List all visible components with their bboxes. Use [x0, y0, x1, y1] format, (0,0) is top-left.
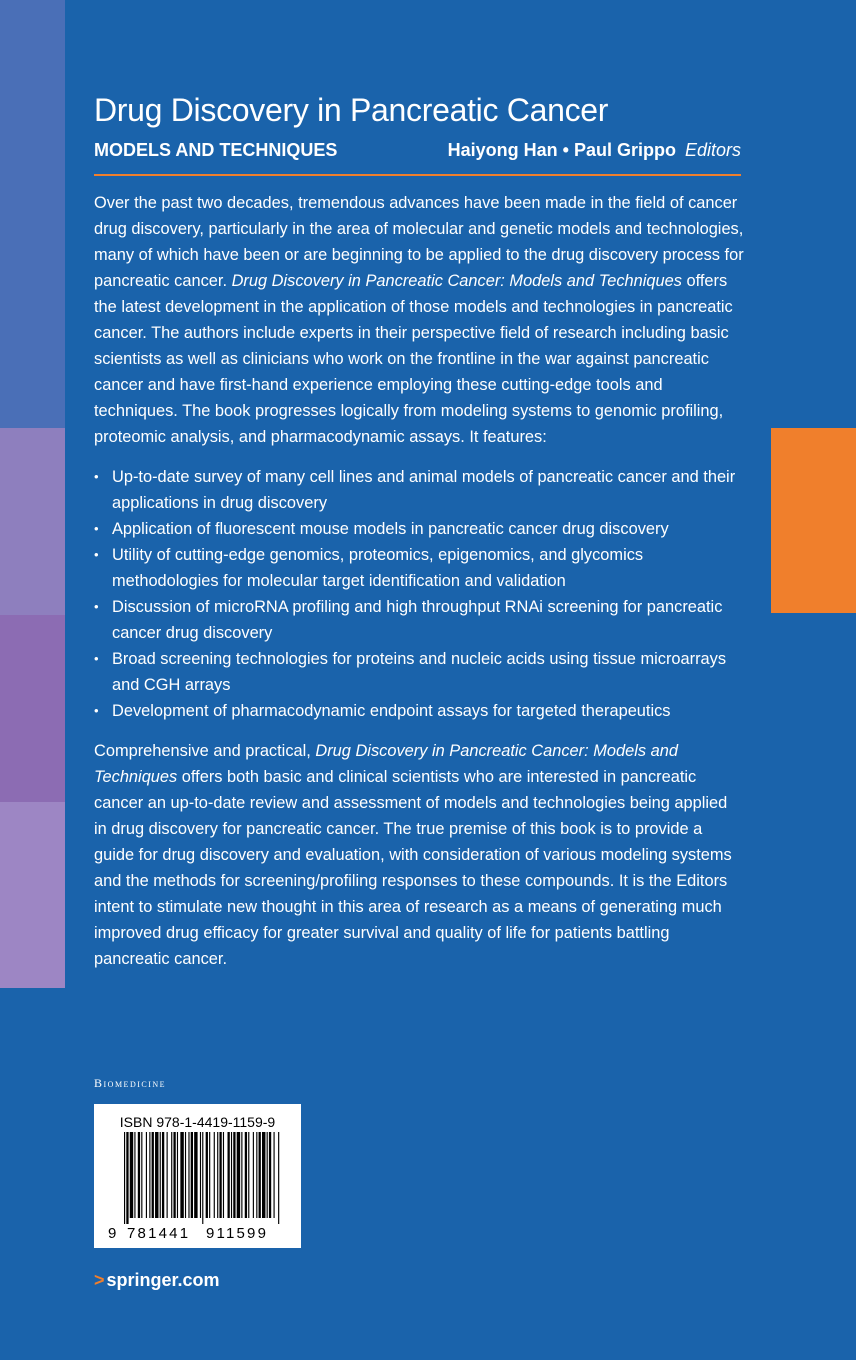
editor-name-1: Haiyong Han	[447, 140, 558, 160]
publisher-website-link[interactable]	[94, 1268, 220, 1292]
feature-item: • Development of pharmacodynamic endpoint assays for targeted therapeutics	[94, 698, 744, 724]
orange-accent-tab	[771, 428, 856, 613]
strip-segment-lilac	[0, 802, 65, 988]
summary-text-1: Comprehensive and practical,	[94, 742, 316, 760]
book-title: Drug Discovery in Pancreatic Cancer	[94, 92, 609, 128]
feature-item: • Discussion of microRNA profiling and high throughput RNAi screening for pancreatic cancer drug discovery	[94, 594, 744, 646]
feature-item: • Utility of cutting-edge genomics, proteomics, epigenomics, and glycomics methodologies for molecular target identification and validation	[94, 542, 744, 594]
editor-separator: •	[562, 140, 569, 160]
strip-segment-purple	[0, 615, 65, 802]
intro-book-title: Drug Discovery in Pancreatic Cancer: Models and Techniques	[231, 272, 682, 290]
intro-text-2: offers the latest development in the application of those models and technologies in pancreatic cancer. The authors include experts in their perspective field of research including basic scientists as well as clinicians who work on the frontline in the war against pancreatic cancer and have first-hand experience employing these cutting-edge tools and techniques. The book progresses logically from modeling systems to genomic profiling, proteomic analysis, and pharmacodynamic assays. It features:	[94, 272, 733, 446]
barcode-right-digits: 911599	[206, 1225, 269, 1242]
strip-segment-lavender	[0, 428, 65, 615]
barcode-bars	[124, 1132, 280, 1224]
intro-text-1: Over the past two decades, tremendous advances have been made in the field of cancer drug discovery, particularly in the area of molecular and genetic models and technologies, many of which have been or are beginning to be applied to the drug discovery process for pancreatic cancer.	[94, 194, 744, 290]
back-cover-description	[94, 190, 744, 986]
editors-role: Editors	[684, 140, 741, 160]
editors-line	[448, 138, 741, 162]
barcode-lead-digit: 9	[108, 1225, 117, 1242]
chevron-right-icon: >	[94, 1270, 105, 1290]
summary-paragraph	[94, 738, 744, 972]
left-color-strip	[0, 0, 65, 988]
barcode-left-digits: 781441	[127, 1225, 191, 1242]
strip-segment-blue	[0, 0, 65, 428]
isbn-label: ISBN 978-1-4419-1159-9	[119, 1114, 276, 1130]
feature-item: • Broad screening technologies for proteins and nucleic acids using tissue microarrays and CGH arrays	[94, 646, 744, 698]
book-subtitle: MODELS AND TECHNIQUES	[94, 140, 338, 160]
barcode-panel	[94, 1104, 301, 1248]
series-label: Biomedicine	[94, 1076, 167, 1090]
intro-paragraph	[94, 190, 744, 450]
editor-name-2: Paul Grippo	[573, 140, 676, 160]
website-text: springer.com	[106, 1270, 220, 1290]
feature-item: • Up-to-date survey of many cell lines and animal models of pancreatic cancer and their applications in drug discovery	[94, 464, 744, 516]
feature-item: • Application of fluorescent mouse models in pancreatic cancer drug discovery	[94, 516, 744, 542]
header-divider	[94, 174, 741, 176]
summary-book-title: Drug Discovery in Pancreatic Cancer: Models and Techniques	[94, 742, 678, 786]
summary-text-2: offers both basic and clinical scientists who are interested in pancreatic cancer an up-to-date review and assessment of models and technologies being applied in drug discovery for pancreatic cancer. The true premise of this book is to provide a guide for drug discovery and evaluation, with consideration of various modeling systems and the methods for screening/profiling responses to these compounds. It is the Editors intent to stimulate new thought in this area of research as a means of generating much improved drug efficacy for greater survival and quality of life for patients battling pancreatic cancer.	[94, 768, 732, 968]
features-list	[94, 464, 744, 724]
